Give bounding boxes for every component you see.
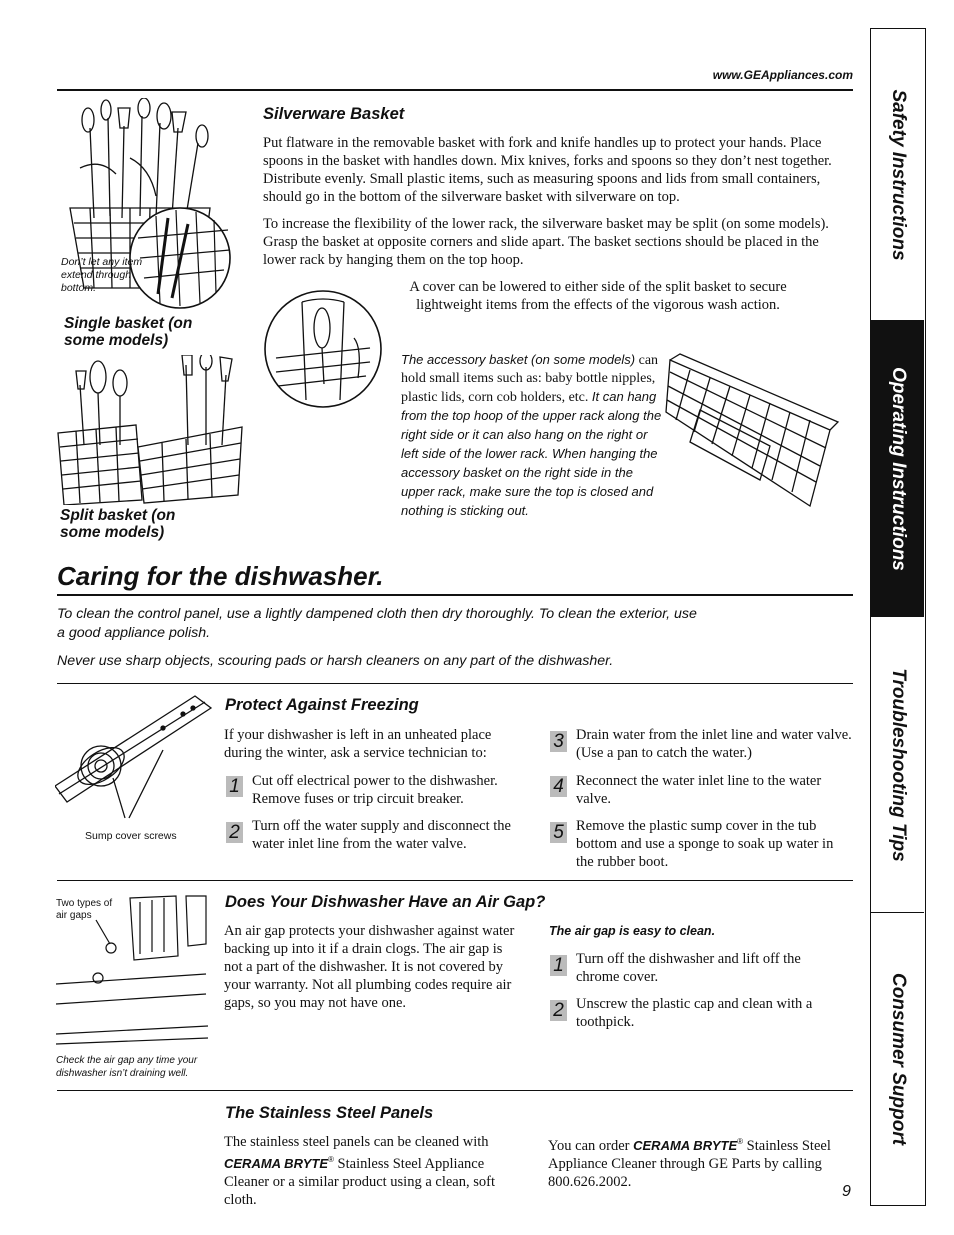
caring-intro-1: To clean the control panel, use a lightly dampened cloth then dry thoroughly. To clean the exterior, use a good appliance polish. — [57, 606, 697, 641]
split-basket-caption: Split basket (on some models) — [60, 507, 176, 541]
site-url: www.GEAppliances.com — [712, 68, 853, 82]
accessory-basket-illustration — [660, 350, 848, 512]
airgap-rule — [57, 880, 853, 881]
steel-heading: The Stainless Steel Panels — [225, 1104, 434, 1122]
split-basket-illustration — [56, 355, 248, 505]
silverware-text — [263, 134, 855, 278]
title-rule — [57, 594, 853, 596]
step-number: 1 — [226, 776, 243, 797]
air-gap-types-caption: Two types of air gaps — [56, 898, 113, 921]
cover-basket-illustration — [262, 288, 384, 410]
page-number: 9 — [842, 1183, 851, 1200]
top-rule — [57, 89, 853, 91]
step-number: 2 — [550, 1000, 567, 1021]
step-number: 3 — [550, 731, 567, 752]
section-sidebar — [870, 28, 926, 1206]
steel-left-text: The stainless steel panels can be cleaned with CERAMA BRYTE® Stainless Steel Appliance Cleaner or a similar product using a clean, soft cloth. — [224, 1134, 495, 1208]
brand-name: CERAMA BRYTE — [224, 1155, 329, 1171]
airgap-body: An air gap protects your dishwasher against water backing up into it if a drain clogs. The air gap is not a part of the dishwasher. It is not covered by your warranty. Not all plumbing codes require air gaps, so you may not have one. — [224, 923, 515, 1011]
dont-extend-caption: Don’t let any item extend through bottom. — [61, 256, 143, 294]
steel-rule — [57, 1090, 853, 1091]
accessory-basket-text — [401, 351, 663, 521]
sump-cover-illustration — [55, 694, 215, 820]
freezing-step-4: Reconnect the water inlet line to the water valve. — [576, 773, 822, 807]
step-number: 4 — [550, 776, 567, 797]
freezing-heading: Protect Against Freezing — [225, 696, 419, 714]
page-title: Caring for the dishwasher. — [57, 561, 384, 591]
silverware-heading: Silverware Basket — [263, 105, 405, 123]
airgap-easy-note: The air gap is easy to clean. — [549, 924, 716, 938]
airgap-step-1: Turn off the dishwasher and lift off the chrome cover. — [576, 951, 801, 985]
cover-paragraph: A cover can be lowered to either side of the split basket to secure lightweight items from the effects of the vigorous wash action. — [409, 279, 787, 313]
air-gap-check-caption: Check the air gap any time your dishwasher isn’t draining well. — [56, 1055, 198, 1079]
accessory-intro: The accessory basket (on some models) — [401, 352, 636, 367]
freezing-step-1: Cut off electrical power to the dishwasher. Remove fuses or trip circuit breaker. — [252, 773, 498, 807]
silverware-paragraph-1: Put flatware in the removable basket with fork and knife handles up to protect your hands. Place spoons in the basket with handles down. Mix knives, forks and spoons so they don’t nest together. Distribute evenly. Small plastic items, such as measuring spoons and lids from small containers, should go in the bottom of the silverware basket with silverware on top. — [263, 135, 832, 205]
freezing-step-2: Turn off the water supply and disconnect the water inlet line from the water valve. — [252, 818, 511, 852]
airgap-step-2: Unscrew the plastic cap and clean with a toothpick. — [576, 996, 813, 1030]
step-number: 2 — [226, 822, 243, 843]
freezing-intro: If your dishwasher is left in an unheated place during the winter, ask a service technician to: — [224, 727, 492, 761]
steel-right-text: You can order CERAMA BRYTE® Stainless Steel Appliance Cleaner through GE Parts by calling 800.626.2002. — [548, 1137, 831, 1190]
step-number: 5 — [550, 822, 567, 843]
freezing-step-3: Drain water from the inlet line and water valve. (Use a pan to catch the water.) — [576, 727, 852, 761]
tab-operating-instructions[interactable]: Operating Instructions — [871, 321, 924, 617]
freezing-rule — [57, 683, 853, 684]
caring-intro-2: Never use sharp objects, scouring pads or harsh cleaners on any part of the dishwasher. — [57, 653, 614, 669]
step-number: 1 — [550, 955, 567, 976]
freezing-step-5: Remove the plastic sump cover in the tub bottom and use a sponge to soak up water in the rubber boot. — [576, 818, 834, 870]
tab-safety-instructions[interactable]: Safety Instructions — [871, 29, 924, 321]
accessory-items: can hold small items such as: baby bottle nipples, plastic lids, corn cob holders, etc. — [401, 353, 659, 405]
accessory-hang-note: It can hang from the top hoop of the upper rack along the right side or it can also hang on the right or left side of the lower rack. When hanging the accessory basket on the right side in the upper rack, make sure the top is closed and nothing is sticking out. — [401, 389, 662, 518]
brand-name: CERAMA BRYTE — [633, 1137, 738, 1153]
tab-troubleshooting-tips[interactable]: Troubleshooting Tips — [871, 617, 924, 913]
single-basket-caption: Single basket (on some models) — [64, 315, 193, 349]
tab-consumer-support[interactable]: Consumer Support — [887, 972, 909, 1145]
airgap-heading: Does Your Dishwasher Have an Air Gap? — [225, 893, 546, 911]
silverware-paragraph-2: To increase the flexibility of the lower rack, the silverware basket may be split (on some models). Grasp the basket at opposite corners and slide apart. The basket sections should be placed in the lower rack by hanging them on the top hoop. — [263, 216, 829, 268]
sump-cover-caption: Sump cover screws — [85, 830, 177, 842]
